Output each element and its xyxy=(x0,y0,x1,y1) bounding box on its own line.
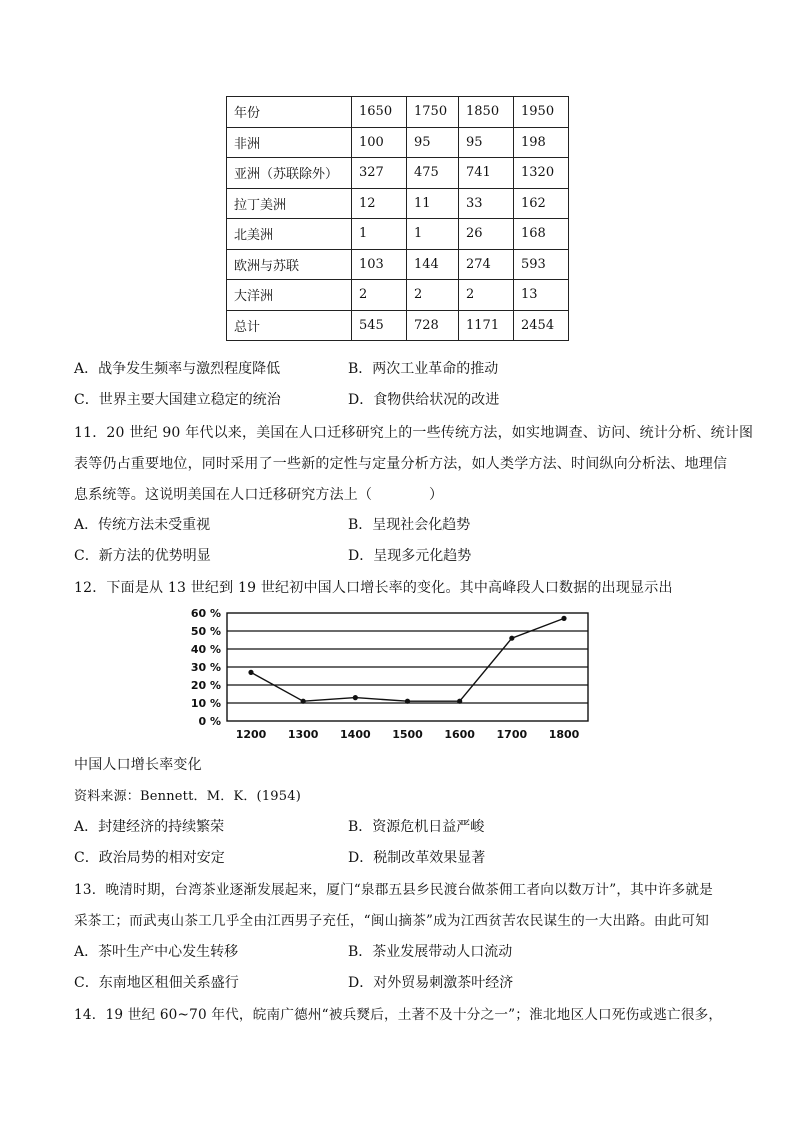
table-cell: 274 xyxy=(459,249,514,280)
q10-option-a[interactable]: A．战争发生频率与激烈程度降低 xyxy=(74,361,281,377)
table-header-cell: 年份 xyxy=(227,97,352,128)
chart-data-point xyxy=(509,636,514,641)
chart-source: 资料来源：Bennett．M．K．(1954) xyxy=(74,789,301,804)
table-cell: 26 xyxy=(459,219,514,250)
table-cell: 198 xyxy=(514,127,569,158)
population-table xyxy=(226,96,569,341)
table-cell: 95 xyxy=(407,127,459,158)
table-row xyxy=(227,249,569,280)
chart-caption: 中国人口增长率变化 xyxy=(74,757,202,773)
table-cell: 168 xyxy=(514,219,569,250)
q13-option-c[interactable]: C．东南地区租佃关系盛行 xyxy=(74,975,239,991)
q11-stem-line: 表等仍占重要地位，同时采用了一些新的定性与定量分析方法，如人类学方法、时间纵向分析法、地理信 xyxy=(74,456,728,472)
table-row xyxy=(227,280,569,311)
chart-data-point xyxy=(405,699,410,704)
chart-y-tick-label: 30 % xyxy=(190,661,221,674)
chart-y-tick-label: 40 % xyxy=(190,643,221,656)
chart-x-tick-label: 1400 xyxy=(340,728,371,741)
q12-stem: 12．下面是从 13 世纪到 19 世纪初中国人口增长率的变化。其中高峰段人口数据的出现显示出 xyxy=(74,580,673,596)
chart-x-tick-label: 1600 xyxy=(444,728,475,741)
table-cell: 北美洲 xyxy=(227,219,352,250)
chart-y-tick-label: 10 % xyxy=(190,697,221,710)
table-cell: 728 xyxy=(407,310,459,341)
chart-x-tick-label: 1700 xyxy=(496,728,528,741)
table-row xyxy=(227,127,569,158)
table-cell: 593 xyxy=(514,249,569,280)
table-cell: 13 xyxy=(514,280,569,311)
table-cell: 95 xyxy=(459,127,514,158)
table-cell: 1 xyxy=(407,219,459,250)
table-cell: 非洲 xyxy=(227,127,352,158)
table-cell: 475 xyxy=(407,158,459,189)
table-cell: 100 xyxy=(352,127,407,158)
table-cell: 327 xyxy=(352,158,407,189)
chart-y-tick-label: 20 % xyxy=(190,679,221,692)
table-header-cell: 1850 xyxy=(459,97,514,128)
q12-option-d[interactable]: D．税制改革效果显著 xyxy=(348,850,486,866)
table-cell: 大洋洲 xyxy=(227,280,352,311)
growth-rate-chart xyxy=(190,603,600,743)
table-cell: 2454 xyxy=(514,310,569,341)
chart-series xyxy=(248,616,566,704)
table-cell: 741 xyxy=(459,158,514,189)
table-cell: 162 xyxy=(514,188,569,219)
table-cell: 1171 xyxy=(459,310,514,341)
q11-stem-line: 11．20 世纪 90 年代以来，美国在人口迁移研究上的一些传统方法，如实地调查、访问、统计分析、统计图 xyxy=(74,425,754,441)
q14-stem: 14．19 世纪 60~70 年代，皖南广德州“被兵燹后，土著不及十分之一”；淮北地区人口死伤或逃亡很多， xyxy=(74,1007,723,1023)
chart-y-tick-label: 50 % xyxy=(190,625,221,638)
chart-x-ticks xyxy=(236,728,580,741)
table-header-cell: 1750 xyxy=(407,97,459,128)
table-cell: 545 xyxy=(352,310,407,341)
table-row xyxy=(227,158,569,189)
q13-option-b[interactable]: B．茶业发展带动人口流动 xyxy=(348,944,513,960)
table-cell: 拉丁美洲 xyxy=(227,188,352,219)
chart-data-point xyxy=(248,670,253,675)
table-cell: 总计 xyxy=(227,310,352,341)
table-cell: 亚洲（苏联除外） xyxy=(227,158,352,189)
table-cell: 1320 xyxy=(514,158,569,189)
table-cell: 103 xyxy=(352,249,407,280)
q13-option-d[interactable]: D．对外贸易刺激茶叶经济 xyxy=(348,975,514,991)
table-cell: 11 xyxy=(407,188,459,219)
q10-option-b[interactable]: B．两次工业革命的推动 xyxy=(348,361,499,377)
table-header-cell: 1650 xyxy=(352,97,407,128)
q11-option-d[interactable]: D．呈现多元化趋势 xyxy=(348,548,472,564)
table-row xyxy=(227,310,569,341)
q12-option-c[interactable]: C．政治局势的相对安定 xyxy=(74,850,225,866)
chart-y-ticks xyxy=(191,607,221,728)
chart-x-tick-label: 1300 xyxy=(287,728,319,741)
table-cell: 欧洲与苏联 xyxy=(227,249,352,280)
table-cell: 33 xyxy=(459,188,514,219)
table-cell: 1 xyxy=(352,219,407,250)
table-row xyxy=(227,219,569,250)
chart-y-tick-label: 60 % xyxy=(190,607,221,620)
table-cell: 2 xyxy=(459,280,514,311)
table-cell: 2 xyxy=(352,280,407,311)
q13-stem-line: 13．晚清时期，台湾茶业逐渐发展起来，厦门“泉郡五县乡民渡台做茶佣工者向以数万计”，其中许多就是 xyxy=(74,882,713,898)
table-cell: 144 xyxy=(407,249,459,280)
q11-option-b[interactable]: B．呈现社会化趋势 xyxy=(348,517,471,533)
chart-x-tick-label: 1500 xyxy=(392,728,423,741)
table-header-row xyxy=(227,97,569,128)
q10-option-c[interactable]: C．世界主要大国建立稳定的统治 xyxy=(74,392,281,408)
chart-x-tick-label: 1200 xyxy=(235,728,267,741)
chart-data-point xyxy=(561,616,566,621)
chart-data-point xyxy=(353,695,358,700)
q13-option-a[interactable]: A．茶叶生产中心发生转移 xyxy=(74,944,239,960)
q10-option-d[interactable]: D．食物供给状况的改进 xyxy=(348,392,500,408)
chart-x-tick-label: 1800 xyxy=(548,728,580,741)
q11-stem-line: 息系统等。这说明美国在人口迁移研究方法上（ ） xyxy=(74,487,444,503)
q11-option-a[interactable]: A．传统方法未受重视 xyxy=(74,517,211,533)
chart-data-point xyxy=(301,699,306,704)
q13-stem-line: 采茶工；而武夷山茶工几乎全由江西男子充任，“闽山摘茶”成为江西贫苦农民谋生的一大出路。由此可知 xyxy=(74,913,710,929)
q11-option-c[interactable]: C．新方法的优势明显 xyxy=(74,548,211,564)
q12-option-a[interactable]: A．封建经济的持续繁荣 xyxy=(74,819,225,835)
chart-data-point xyxy=(457,699,462,704)
table-cell: 2 xyxy=(407,280,459,311)
chart-y-tick-label: 0 % xyxy=(198,715,221,728)
table-cell: 12 xyxy=(352,188,407,219)
table-header-cell: 1950 xyxy=(514,97,569,128)
table-row xyxy=(227,188,569,219)
q12-option-b[interactable]: B．资源危机日益严峻 xyxy=(348,819,485,835)
